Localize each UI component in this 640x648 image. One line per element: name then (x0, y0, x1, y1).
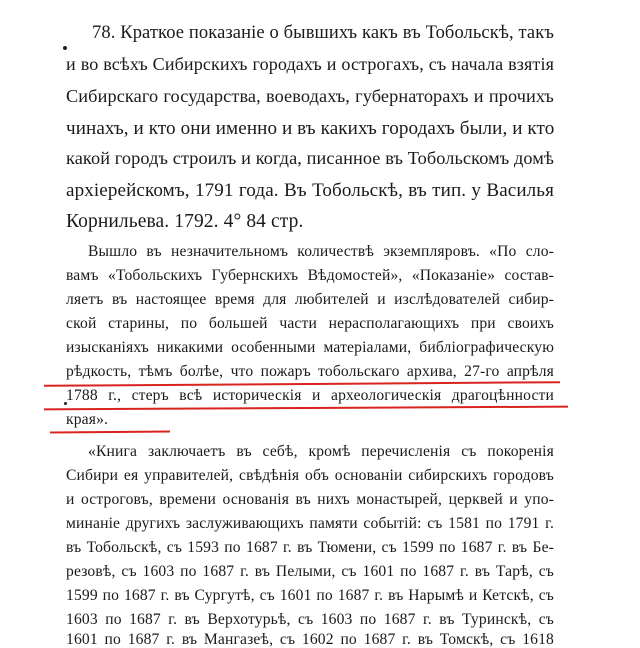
paragraph-line: Сибири ея управителей, свѣдѣнія объ основаніи сибирскихъ городовъ (66, 467, 554, 484)
paragraph-line: Вышло въ незначительномъ количествѣ экземпляровъ. «По сло- (88, 243, 554, 260)
entry-line: архіерейскомъ, 1791 года. Въ Тобольскѣ, въ тип. у Василья (66, 180, 554, 201)
red-underline (44, 406, 568, 411)
paragraph-line: ской старины, по большей части нерасполагающихъ при своихъ (66, 315, 554, 332)
paragraph-line: 1603 по 1687 г. въ Верхотурьѣ, съ 1603 по 1687 г. въ Туринскѣ, съ (66, 611, 554, 628)
paragraph-line: минаніе другихъ заслуживающихъ памяти событій: съ 1581 по 1791 г. (66, 515, 554, 532)
paragraph-line: 1601 по 1687 г. въ Мангазеѣ, съ 1602 по 1687 г. въ Томскѣ, съ 1618 (66, 631, 554, 648)
red-underline (44, 381, 560, 387)
entry-line: и во всѣхъ Сибирскихъ городахъ и острогахъ, съ начала взятія (66, 54, 554, 74)
paragraph-line: ляетъ въ настоящее время для любителей и изслѣдователей сибир- (66, 291, 554, 308)
paragraph-line: 1599 по 1687 г. въ Сургутѣ, съ 1601 по 1687 г. въ Нарымѣ и Кетскѣ, съ (66, 587, 554, 604)
paragraph-line: 1788 г., стеръ всѣ историческія и археологическія драгоцѣнности (66, 387, 554, 404)
paragraph-line: рѣдкость, тѣмъ болѣе, что пожаръ тобольскаго архива, 27-го апрѣля (66, 363, 554, 380)
entry-line: Сибирскаго государства, воеводахъ, губернаторахъ и прочихъ (66, 86, 554, 106)
paragraph-line: края». (66, 411, 109, 428)
entry-line: Корнильева. 1792. 4° 84 стр. (66, 211, 304, 232)
paragraph-line: въ Тобольскѣ, съ 1593 по 1687 г. въ Тюмени, съ 1599 по 1687 г. въ Бе- (66, 539, 554, 556)
paragraph-line: изысканіяхъ никакими особенными матеріалами, библіографическую (66, 339, 554, 356)
margin-speck (63, 46, 67, 50)
red-underline (50, 430, 170, 433)
paragraph-line: вамъ «Тобольскихъ Губернскихъ Вѣдомостей», «Показаніе» состав- (66, 267, 554, 284)
entry-line: 78. Краткое показаніе о бывшихъ какъ въ Тобольскѣ, такъ (92, 23, 554, 43)
paragraph-line: резовѣ, съ 1603 по 1687 г. въ Пелыми, съ 1601 по 1687 г. въ Тарѣ, съ (66, 563, 554, 580)
entry-line: чинахъ, и кто они именно и въ какихъ городахъ были, и кто (66, 118, 555, 139)
paragraph-line: и остроговъ, времени основанія въ нихъ монастырей, церквей и упо- (66, 491, 554, 508)
paragraph-line: «Книга заключаетъ въ себѣ, кромѣ перечисленія съ покоренія (88, 443, 554, 460)
entry-line: какой городъ строилъ и когда, писанное въ Тобольскомъ домѣ (66, 148, 554, 168)
